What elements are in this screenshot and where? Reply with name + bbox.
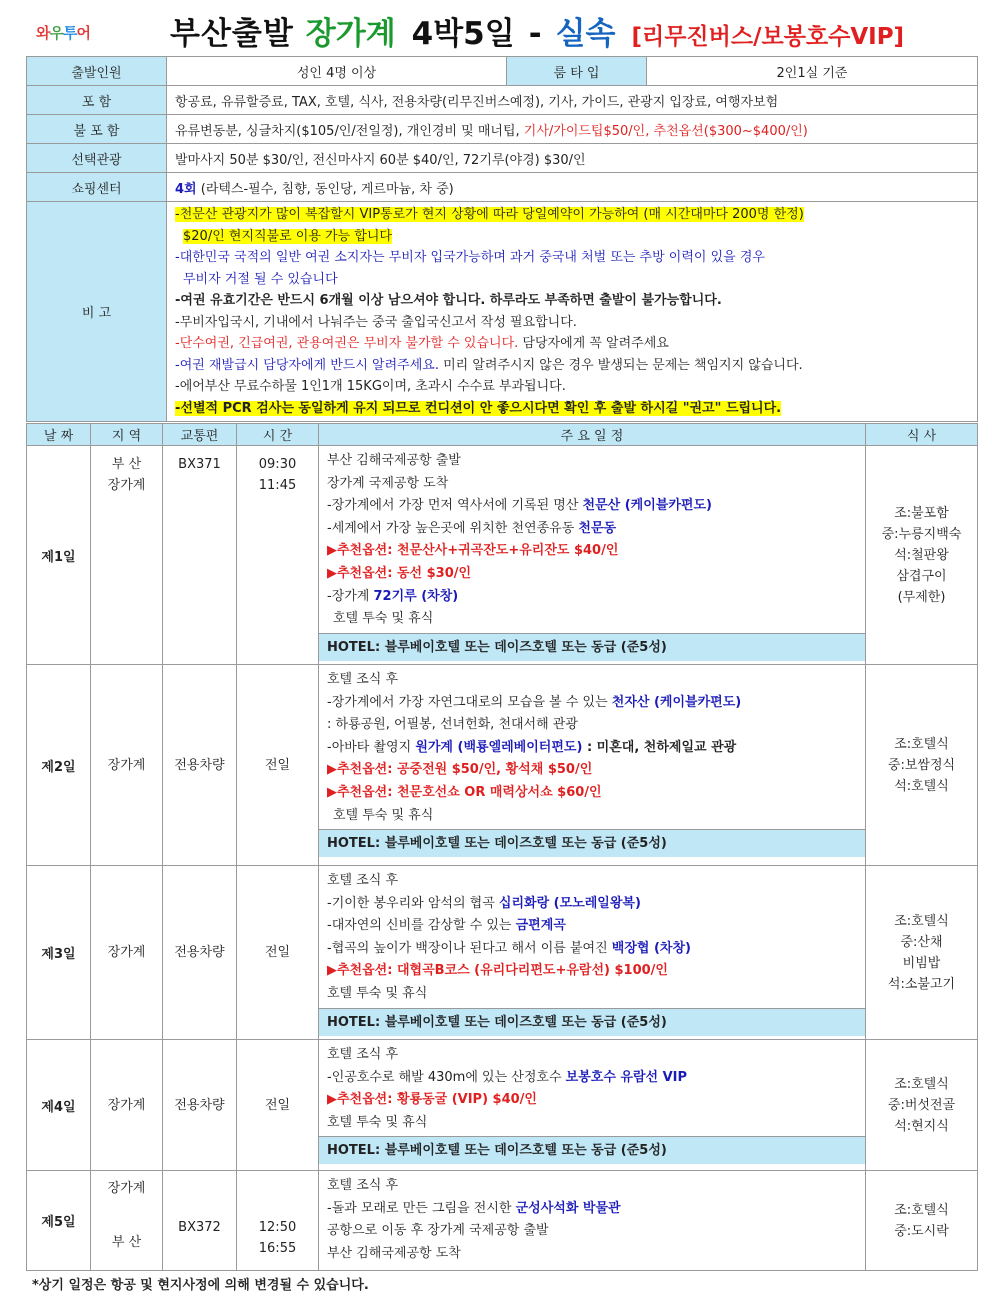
- remark-line: -무비자입국시, 기내에서 나눠주는 중국 출입국신고서 작성 필요합니다.: [175, 314, 577, 330]
- excluded-tip-text: 기사/가이드팁$50/인, 추천옵션($300~$400/인): [523, 123, 808, 139]
- shopping-list: (라텍스-필수, 침향, 동인당, 게르마늄, 차 중): [196, 181, 454, 197]
- remark-line: -여권 유효기간은 반드시 6개월 이상 남으셔야 합니다. 하루라도 부족하면 출발이 불가능합니다.: [175, 293, 722, 308]
- meal-text: 석:호텔식: [894, 778, 949, 794]
- logo-char: 투: [63, 24, 77, 42]
- day-transport: 전용차량: [163, 1040, 237, 1171]
- right-triangle-icon: ▶: [327, 762, 337, 778]
- day-itinerary: [319, 1171, 866, 1271]
- footer-note: *상기 일정은 항공 및 현지사정에 의해 변경될 수 있습니다.: [32, 1278, 369, 1293]
- itinerary-text: -인공호수로 해발 430m에 있는 산정호수: [327, 1069, 566, 1085]
- itinerary-line: 장가계 국제공항 도착: [327, 475, 449, 491]
- meal-text: 비빔밥: [902, 955, 941, 971]
- day-transport: BX372: [163, 1171, 237, 1271]
- participants-value: 성인 4명 이상: [167, 57, 507, 86]
- itinerary-line: 호텔 조식 후: [327, 1178, 399, 1193]
- info-row-optional: [27, 144, 978, 173]
- option-line: [327, 1089, 857, 1112]
- attraction-name: 금편계곡: [515, 918, 566, 934]
- day-region: [91, 446, 163, 665]
- itinerary-line: [327, 893, 857, 916]
- day-label: 제3일: [27, 866, 91, 1040]
- info-row-excluded: [27, 115, 978, 144]
- right-triangle-icon: ▶: [327, 784, 337, 800]
- hotel-info: HOTEL: 블루베이호텔 또는 데이즈호텔 또는 동급 (준5성): [319, 1136, 865, 1164]
- itinerary-line: 호텔 조식 후: [327, 1047, 399, 1062]
- itinerary-line: 부산 김해국제공항 도착: [327, 1245, 461, 1261]
- shopping-label: 쇼핑센터: [27, 173, 167, 202]
- info-table: [26, 56, 978, 422]
- attraction-name: 원가계 (백룡엘레베이터편도): [415, 739, 583, 755]
- time-text: 09:30: [258, 457, 297, 472]
- title-lodging: 실속: [555, 16, 616, 52]
- remark-line: [175, 333, 969, 355]
- room-value: 2인1실 기준: [647, 57, 978, 86]
- attraction-name: 십리화랑 (모노레일왕복): [498, 895, 641, 911]
- day-meals: [866, 1040, 978, 1171]
- itinerary-line: [327, 495, 857, 518]
- meal-text: 중:버섯전골: [887, 1097, 956, 1113]
- hotel-info: HOTEL: 블루베이호텔 또는 데이즈호텔 또는 동급 (준5성): [319, 829, 865, 857]
- info-row-shopping: [27, 173, 978, 202]
- option-line: [327, 759, 857, 782]
- remarks-label: 비 고: [27, 202, 167, 422]
- meal-text: 석:소불고기: [887, 976, 956, 992]
- day-region: [91, 1171, 163, 1271]
- title-dash: -: [528, 16, 542, 52]
- excluded-value: [167, 115, 978, 144]
- region-text: 부 산: [111, 1235, 142, 1250]
- day-label: 제1일: [27, 446, 91, 665]
- day-time: [237, 446, 319, 665]
- itinerary-line: [327, 1198, 857, 1221]
- meal-text: 조:호텔식: [894, 913, 949, 929]
- header-itinerary: 주 요 일 정: [319, 424, 866, 446]
- day-row-3: [27, 866, 978, 1040]
- meal-text: 중:누릉지백숙: [881, 526, 962, 542]
- remark-line: [175, 226, 969, 248]
- day-time: 전일: [237, 866, 319, 1040]
- itinerary-line: 호텔 투숙 및 휴식: [327, 1114, 428, 1130]
- itinerary-text: -아바타 촬영지: [327, 739, 416, 755]
- itinerary-text: -장가계에서 가장 자연그대로의 모습을 볼 수 있는: [327, 694, 612, 710]
- remark-text: $20/인 현지직불로 이용 가능 합니다: [183, 228, 392, 244]
- page-title: [170, 8, 904, 53]
- remark-text: -천문산 관광지가 많이 복잡할시 VIP통로가 현지 상황에 따라 당일예약이 가능하여 (매 시간대마다 200명 한정): [175, 207, 804, 222]
- attraction-name: 군성사석화 박물관: [515, 1200, 621, 1216]
- itinerary-line: [327, 692, 857, 715]
- page-header: [0, 0, 992, 56]
- header-region: 지 역: [91, 424, 163, 446]
- day-transport: BX371: [163, 446, 237, 665]
- right-triangle-icon: ▶: [327, 1092, 337, 1108]
- title-duration: 4박5일: [411, 16, 515, 52]
- day-time: [237, 1171, 319, 1271]
- hotel-info: HOTEL: 블루베이호텔 또는 데이즈호텔 또는 동급 (준5성): [319, 1008, 865, 1036]
- itinerary-text: -기이한 봉우리와 암석의 협곡: [327, 895, 499, 911]
- option-text: 추천옵션: 동선 $30/인: [337, 565, 472, 581]
- itinerary-line: [327, 1067, 857, 1090]
- itinerary-text: -협곡의 높이가 백장이나 된다고 해서 이름 붙여진: [327, 940, 612, 956]
- option-text: 추천옵션: 천문호선쇼 OR 매력상서쇼 $60/인: [337, 784, 602, 800]
- attraction-name: 천문동: [578, 520, 617, 536]
- attraction-name: 72기루 (차창): [373, 588, 459, 604]
- day-row-5: [27, 1171, 978, 1271]
- time-text: 11:45: [258, 478, 297, 493]
- meal-text: (무제한): [897, 589, 946, 605]
- day-itinerary: [319, 1040, 866, 1171]
- schedule-header-row: [27, 424, 978, 446]
- info-row-remarks: [27, 202, 978, 422]
- brand-logo: [36, 22, 90, 43]
- time-text: 12:50: [258, 1220, 297, 1235]
- day-meals: [866, 446, 978, 665]
- remark-line: [175, 355, 969, 377]
- day-row-1: [27, 446, 978, 665]
- remarks-value: [167, 202, 978, 422]
- attraction-name: 백장협 (차창): [611, 940, 691, 956]
- day-itinerary: [319, 446, 866, 665]
- day-transport: 전용차량: [163, 866, 237, 1040]
- itinerary-line: 부산 김해국제공항 출발: [327, 453, 461, 468]
- option-text: 추천옵션: 공중전원 $50/인, 황석채 $50/인: [337, 762, 593, 778]
- itinerary-text: -대자연의 신비를 감상할 수 있는: [327, 918, 516, 934]
- itinerary-line: 호텔 조식 후: [327, 672, 399, 687]
- optional-value: 발마사지 50분 $30/인, 전신마사지 60분 $40/인, 72기루(야경) $30/인: [167, 144, 978, 173]
- hotel-info: HOTEL: 블루베이호텔 또는 데이즈호텔 또는 동급 (준5성): [319, 633, 865, 661]
- remark-text: -단수여권, 긴급여권, 관용여권은 무비자 불가할 수 있습니다.: [175, 336, 519, 351]
- info-row-participants: [27, 57, 978, 86]
- meal-text: 중:보쌈정식: [887, 757, 956, 773]
- itinerary-text: -세계에서 가장 높은곳에 위치한 천연종유동: [327, 520, 579, 536]
- option-text: 추천옵션: 대협곡B코스 (유리다리편도+유람선) $100/인: [337, 963, 668, 979]
- itinerary-line: 공항으로 이동 후 장가계 국제공항 출발: [327, 1223, 549, 1239]
- room-label: 룸 타 입: [507, 57, 647, 86]
- meal-text: 조:호텔식: [894, 1076, 949, 1092]
- day-region: 장가계: [91, 866, 163, 1040]
- remark-line: 무비자 거절 될 수 있습니다: [183, 271, 338, 287]
- logo-char: 어: [76, 24, 90, 42]
- day-label: 제4일: [27, 1040, 91, 1171]
- day-time: 전일: [237, 1040, 319, 1171]
- meal-text: 삼겹구이: [896, 568, 947, 584]
- meal-text: 조:호텔식: [894, 1202, 949, 1218]
- day-row-2: [27, 665, 978, 866]
- right-triangle-icon: ▶: [327, 963, 337, 979]
- meal-text: 조:불포함: [894, 505, 949, 521]
- header-time: 시 간: [237, 424, 319, 446]
- meal-text: 중:도시락: [894, 1223, 949, 1239]
- itinerary-line: 호텔 투숙 및 휴식: [327, 985, 428, 1001]
- day-region: 장가계: [91, 665, 163, 866]
- included-value: 항공료, 유류할증료, TAX, 호텔, 식사, 전용차량(리무진버스예정), 기사, 가이드, 관광지 입장료, 여행자보험: [167, 86, 978, 115]
- region-text: 부 산: [111, 457, 142, 472]
- remark-text: 담당자에게 꼭 알려주세요: [518, 336, 669, 351]
- title-destination: 장가계: [305, 16, 396, 52]
- meal-text: 석:철판왕: [894, 547, 949, 563]
- itinerary-text: : 미혼대, 천하제일교 관광: [582, 739, 737, 755]
- itinerary-text: -장가계에서 가장 먼저 역사서에 기록된 명산: [327, 498, 583, 514]
- shopping-count: 4회: [175, 181, 197, 197]
- day-transport: 전용차량: [163, 665, 237, 866]
- itinerary-line: [327, 737, 857, 760]
- included-label: 포 함: [27, 86, 167, 115]
- itinerary-line: [327, 938, 857, 961]
- itinerary-line: 호텔 조식 후: [327, 873, 399, 888]
- itinerary-line: [327, 915, 857, 938]
- itinerary-text: -장가계: [327, 588, 374, 604]
- option-text: 추천옵션: 천문산사+귀곡잔도+유리잔도 $40/인: [337, 543, 619, 559]
- option-line: [327, 960, 857, 983]
- meal-text: 조:호텔식: [894, 736, 949, 752]
- meal-text: 석:현지식: [894, 1118, 949, 1134]
- header-date: 날 짜: [27, 424, 91, 446]
- day-meals: [866, 1171, 978, 1271]
- day-meals: [866, 665, 978, 866]
- itinerary-text: -돌과 모래로 만든 그림을 전시한: [327, 1200, 516, 1216]
- attraction-name: 보봉호수 유람선 VIP: [565, 1069, 688, 1085]
- itinerary-line: : 하룡공원, 어필봉, 선녀헌화, 천대서해 관광: [327, 717, 578, 733]
- right-triangle-icon: ▶: [327, 543, 337, 559]
- excluded-text: 유류변동분, 싱글차지($105/인/전일정), 개인경비 및 매너팁,: [175, 123, 524, 139]
- time-text: 16:55: [258, 1241, 297, 1256]
- remark-text: 미리 알려주시지 않은 경우 발생되는 문제는 책임지지 않습니다.: [438, 357, 803, 373]
- header-transport: 교통편: [163, 424, 237, 446]
- remark-line: [175, 398, 969, 420]
- logo-char: 우: [49, 24, 63, 42]
- day-itinerary: [319, 866, 866, 1040]
- itinerary-line: [327, 586, 857, 609]
- day-itinerary: [319, 665, 866, 866]
- meal-text: 중:산채: [900, 934, 943, 950]
- option-text: 추천옵션: 황룡동굴 (VIP) $40/인: [337, 1092, 537, 1108]
- remark-line: [175, 204, 969, 226]
- day-region: 장가계: [91, 1040, 163, 1171]
- optional-label: 선택관광: [27, 144, 167, 173]
- header-meals: 식 사: [866, 424, 978, 446]
- itinerary-line: [327, 518, 857, 541]
- info-row-included: [27, 86, 978, 115]
- region-text: 장가계: [107, 478, 146, 493]
- day-meals: [866, 866, 978, 1040]
- option-line: [327, 540, 857, 563]
- itinerary-line: 호텔 투숙 및 휴식: [333, 611, 434, 627]
- day-label: 제2일: [27, 665, 91, 866]
- right-triangle-icon: ▶: [327, 565, 337, 581]
- remark-text: -여권 재발급시 담당자에게 반드시 알려주세요.: [175, 357, 439, 373]
- remark-line: -에어부산 무료수하물 1인1개 15KG이며, 초과시 수수료 부과됩니다.: [175, 379, 566, 394]
- participants-label: 출발인원: [27, 57, 167, 86]
- attraction-name: 천문산 (케이블카편도): [582, 498, 712, 514]
- day-time: 전일: [237, 665, 319, 866]
- shopping-value: [167, 173, 978, 202]
- day-label: 제5일: [27, 1171, 91, 1271]
- remark-text: -선별적 PCR 검사는 동일하게 유지 되므로 컨디션이 안 좋으시다면 확인 후 출발 하시길 "권고" 드립니다.: [175, 400, 782, 416]
- logo-char: 와: [36, 24, 50, 42]
- title-departure: 부산출발: [170, 16, 294, 52]
- option-line: [327, 563, 857, 586]
- attraction-name: 천자산 (케이블카편도): [611, 694, 742, 710]
- excluded-label: 불 포 함: [27, 115, 167, 144]
- schedule-table: [26, 423, 978, 1271]
- region-text: 장가계: [107, 1181, 146, 1196]
- itinerary-line: 호텔 투숙 및 휴식: [333, 807, 434, 823]
- remark-line: -대한민국 국적의 일반 여권 소지자는 무비자 입국가능하며 과거 중국내 처벌 또는 추방 이력이 있을 경우: [175, 250, 765, 265]
- title-tag: [리무진버스/보봉호수VIP]: [631, 24, 905, 50]
- day-row-4: [27, 1040, 978, 1171]
- option-line: [327, 782, 857, 805]
